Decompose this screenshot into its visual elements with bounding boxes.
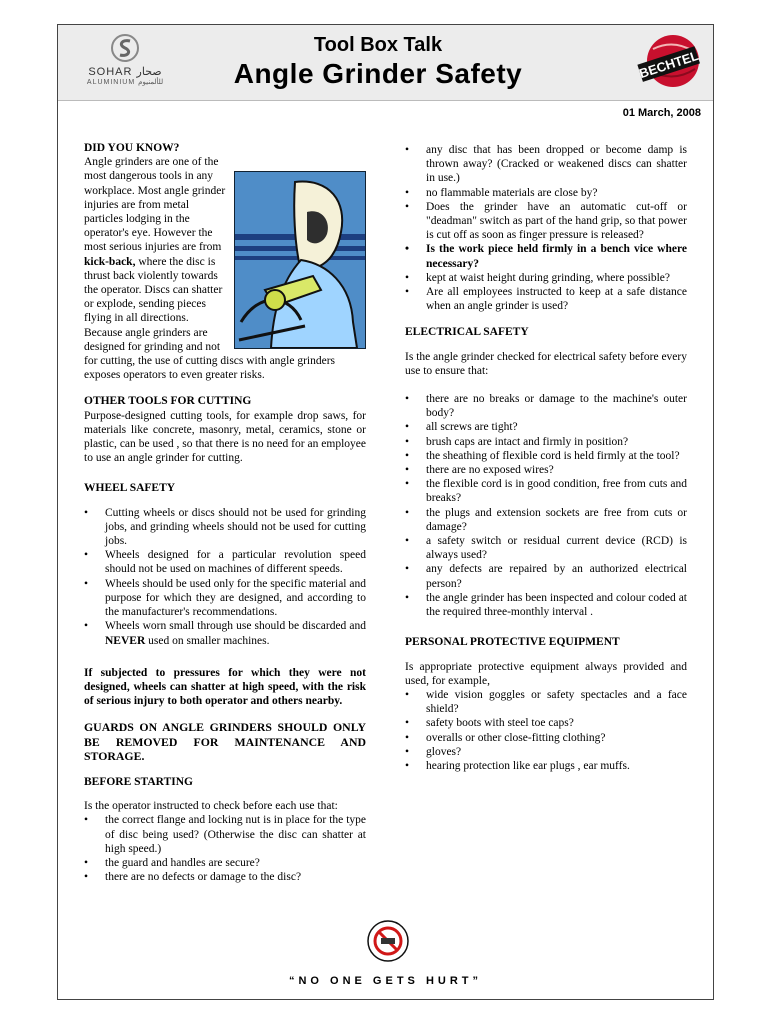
sohar-swirl-icon [110,33,140,63]
left-column [84,139,366,884]
list-item: • a safety switch or residual current device (RCD) is always used? [405,534,687,562]
list-item: • the plugs and extension sockets are free from cuts or damage? [405,506,687,534]
other-tools-heading: OTHER TOOLS FOR CUTTING [84,395,252,408]
list-item: • Cutting wheels or discs should not be used for grinding jobs, and grinding wheels should not be used for cutting jobs. [84,506,366,549]
list-item: • the angle grinder has been inspected and colour coded at the required three-monthly interval . [405,591,687,619]
other-tools-text: Purpose-designed cutting tools, for example drop saws, for materials like concrete, masonry, metal, ceramics, stone or plastic, can be used , so that there is no need for an employee to use an angle grinder for cutting. [84,409,366,465]
list-item: • Does the grinder have an automatic cut-off or "deadman" switch as part of the hand grip, so that power is cut off as soon as finger pressure is released? [405,200,687,243]
list-item-text: used on smaller machines. [145,634,270,647]
list-item: • safety boots with steel toe caps? [405,716,687,730]
slogan: “NO ONE GETS HURT” [288,975,482,987]
before-starting-list [84,813,366,884]
electrical-safety-intro: Is the angle grinder checked for electrical safety before every use to ensure that: [405,350,687,377]
list-item: • there are no exposed wires? [405,463,687,477]
list-item: • overalls or other close-fitting clothing? [405,731,687,745]
grinder-illustration [234,171,366,349]
list-item: • the guard and handles are secure? [84,856,366,870]
ppe-heading: PERSONAL PROTECTIVE EQUIPMENT [405,636,620,649]
date: 01 March, 2008 [622,107,701,119]
list-item-bold: • Is the work piece held firmly in a bench vice where necessary? [405,242,687,270]
ppe-list [405,688,687,773]
list-item: • the flexible cord is in good condition, free from cuts and breaks? [405,477,687,505]
list-item: • all screws are tight? [405,420,687,434]
electrical-safety-heading: ELECTRICAL SAFETY [405,326,529,339]
list-item: • gloves? [405,745,687,759]
header [58,25,713,101]
list-item-text: Wheels worn small through use should be discarded and [105,620,366,633]
list-item: • hearing protection like ear plugs , ear muffs. [405,759,687,773]
worker-grinding-image [235,172,365,348]
wheel-safety-list [84,506,366,648]
list-item: • Are all employees instructed to keep at a safe distance when an angle grinder is used? [405,285,687,313]
page-title: Angle Grinder Safety [233,58,523,89]
list-item [84,619,366,647]
logo-sub-text: ALUMINIUM [86,79,136,86]
right-column [405,139,687,773]
did-you-know-heading: DID YOU KNOW? [84,142,180,154]
no-one-gets-hurt-seal [366,919,410,963]
list-item: • any disc that has been dropped or become damp is thrown away? (Cracked or weakened discs can shatter in use.) [405,143,687,186]
sohar-aluminium-logo [70,33,180,95]
logo-brand-text: SOHAR [88,66,133,78]
list-item: • brush caps are intact and firmly in position? [405,435,687,449]
page [57,24,714,1000]
list-item: • kept at waist height during grinding, where possible? [405,271,687,285]
logo-arabic-text: صحار [136,66,162,78]
bechtel-logo [633,33,705,95]
did-you-know-section [84,141,366,382]
bechtel-globe-icon [633,33,705,95]
kick-back-text: kick-back, [84,255,136,268]
did-you-know-text-part1: Angle grinders are one of the most dangerous tools in any workplace. Most angle grinder injuries are from metal particles lodging in the operator's eye. However the most serious injuries are from [84,156,226,254]
list-item: • Wheels designed for a particular revolution speed should not be used on machines of different speeds. [84,548,366,576]
title-top: Tool Box Talk [313,34,443,56]
title-block [208,33,548,91]
before-starting-list-continued [405,143,687,313]
ppe-intro: Is appropriate protective equipment always provided and used, for example, [405,660,687,687]
before-starting-intro: Is the operator instructed to check before each use that: [84,800,338,813]
list-item: • wide vision goggles or safety spectacles and a face shield? [405,688,687,716]
wheel-safety-heading: WHEEL SAFETY [84,482,176,495]
list-item: • no flammable materials are close by? [405,186,687,200]
never-text: NEVER [105,634,146,647]
safety-seal-icon [366,919,410,963]
electrical-safety-list [405,392,687,619]
did-you-know-text-part2: where the disc is thrust back violently towards the operator. Discs can shatter or explode, sending pieces flying in all directions. Because angle grinders are designed for grinding and not for cutting, the use of cutting discs with angle grinders exposes operators to even greater risks. [84,255,336,382]
logo-sub-arabic-text: للألمنيوم [138,79,164,86]
list-item: • any defects are repaired by an authorized electrical person? [405,562,687,590]
list-item: • Wheels should be used only for the specific material and purpose for which they are designed, and according to the manufacturer's recommendations. [84,577,366,620]
list-item: • there are no breaks or damage to the machine's outer body? [405,392,687,420]
list-item: • there are no defects or damage to the disc? [84,870,366,884]
list-item: • the sheathing of flexible cord is held firmly at the tool? [405,449,687,463]
before-starting-heading: BEFORE STARTING [84,775,193,788]
bechtel-logo-text: BECHTEL [637,47,701,82]
pressure-warning: If subjected to pressures for which they were not designed, wheels can shatter at high speed, with the risk of serious injury to both operator and others nearby. [84,666,366,708]
guards-warning: GUARDS ON ANGLE GRINDERS SHOULD ONLY BE REMOVED FOR MAINTENANCE AND STORAGE. [84,720,366,763]
list-item: • the correct flange and locking nut is in place for the type of disc being used? (Otherwise the disc can shatter at high speed.) [84,813,366,856]
